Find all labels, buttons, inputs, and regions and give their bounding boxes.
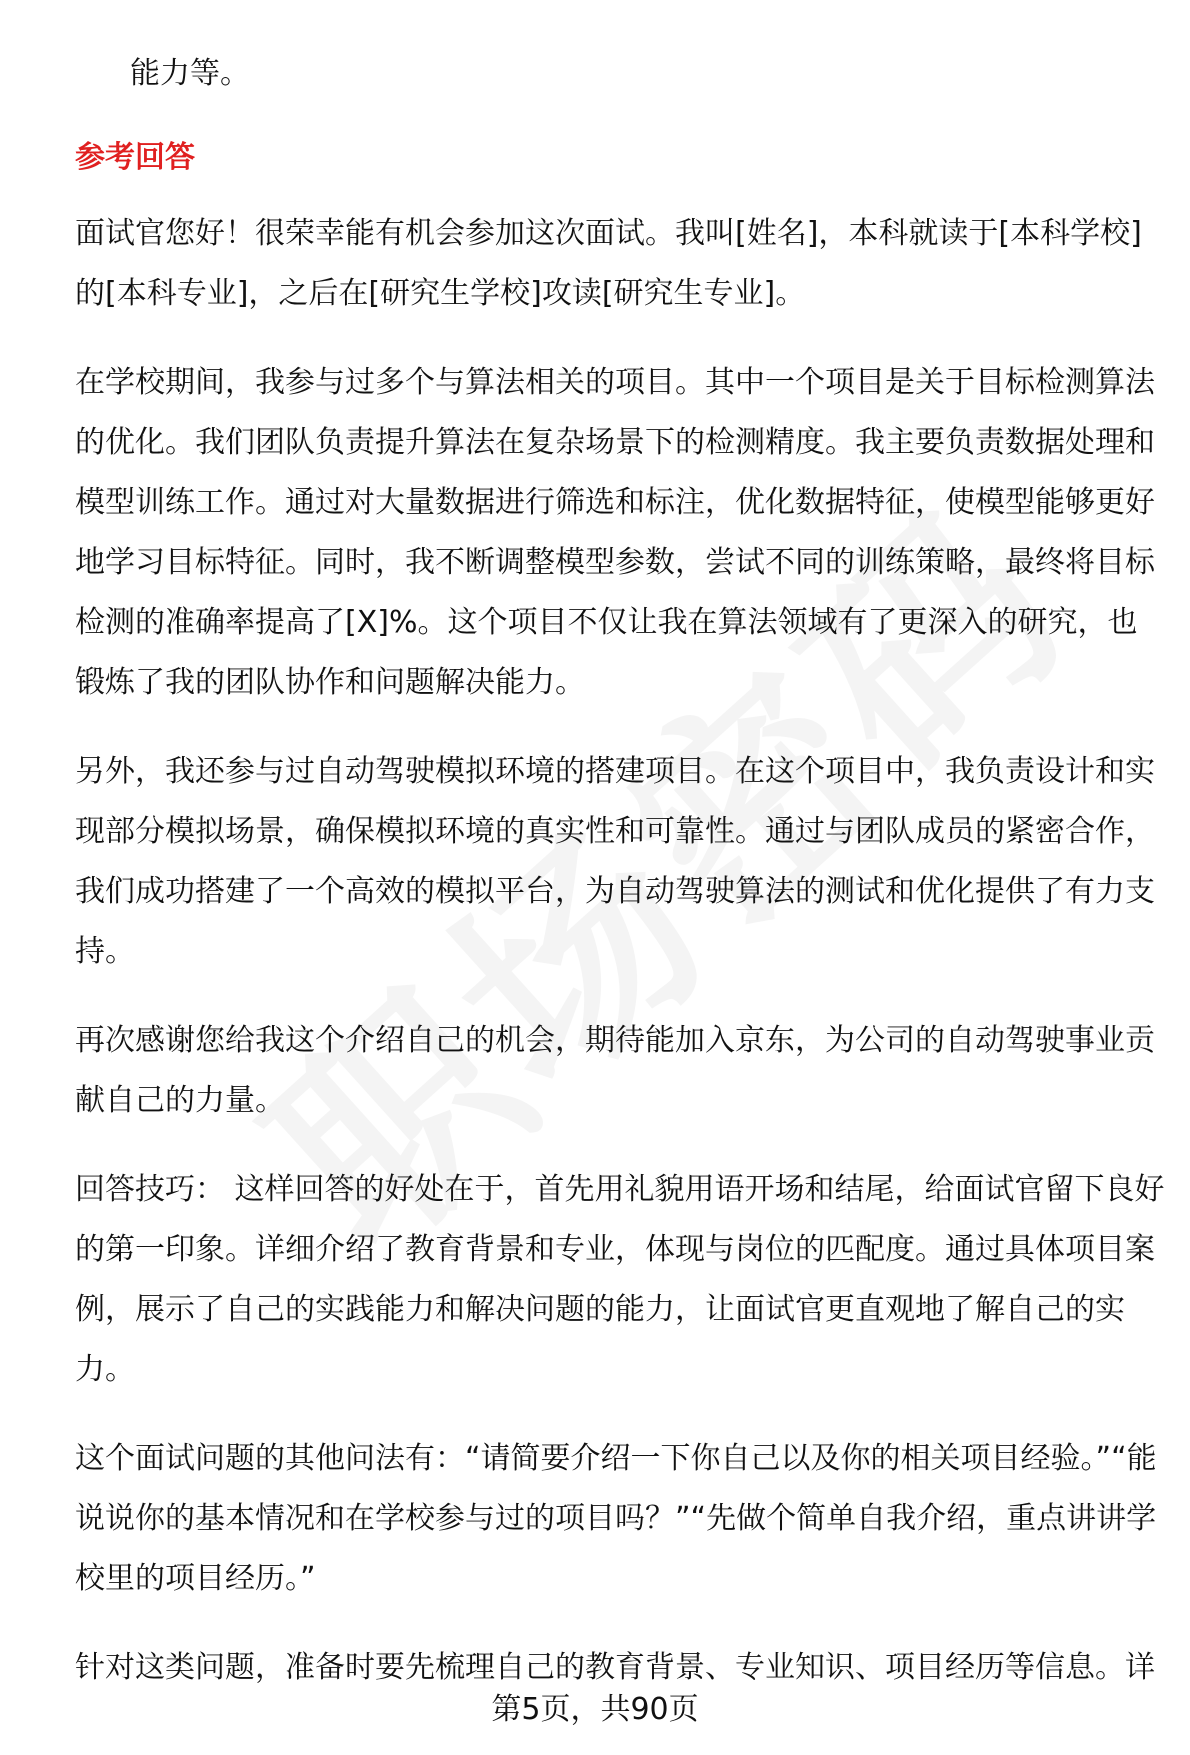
paragraph-preparation: 针对这类问题，准备时要先梳理自己的教育背景、专业知识、项目经历等信息。详 [75, 1650, 1155, 1685]
continuation-text: 能力等。 [130, 56, 250, 91]
paragraph-project-detection: 在学校期间，我参与过多个与算法相关的项目。其中一个项目是关于目标检测算法的优化。我们团队负责提升算法在复杂场景下的检测精度。我主要负责数据处理和模型训练工作。通过对大量数据进行筛选和标注，优化数据特征，使模型能够更好地学习目标特征。同时，我不断调整模型参数，尝试不同的训练策略，最终将目标检测的准确率提高了[X]%。这个项目不仅让我在算法领域有了更深入的研究，也锻炼了我的团队协作和问题解决能力。 [75, 365, 1155, 700]
paragraph-alternative-questions: 这个面试问题的其他问法有：“请简要介绍一下你自己以及你的相关项目经验。”“能说说你的基本情况和在学校参与过的项目吗？”“先做个简单自我介绍，重点讲讲学校里的项目经历。” [75, 1441, 1157, 1596]
paragraph-project-simulation: 另外，我还参与过自动驾驶模拟环境的搭建项目。在这个项目中，我负责设计和实现部分模拟场景，确保模拟环境的真实性和可靠性。通过与团队成员的紧密合作，我们成功搭建了一个高效的模拟平台，为自动驾驶算法的测试和优化提供了有力支持。 [75, 754, 1155, 969]
paragraph-answer-tips: 回答技巧： 这样回答的好处在于，首先用礼貌用语开场和结尾，给面试官留下良好的第一印象。详细介绍了教育背景和专业，体现与岗位的匹配度。通过具体项目案例，展示了自己的实践能力和解决问题的能力，让面试官更直观地了解自己的实力。 [75, 1172, 1165, 1387]
document-body [75, 44, 1165, 1727]
page-number: 第5页，共90页 [491, 1692, 699, 1727]
section-heading: 参考回答 [75, 140, 195, 175]
paragraph-closing: 再次感谢您给我这个介绍自己的机会，期待能加入京东，为公司的自动驾驶事业贡献自己的力量。 [75, 1023, 1155, 1118]
paragraph-intro: 面试官您好！很荣幸能有机会参加这次面试。我叫[姓名]，本科就读于[本科学校]的[本科专业]，之后在[研究生学校]攻读[研究生专业]。 [75, 216, 1142, 311]
